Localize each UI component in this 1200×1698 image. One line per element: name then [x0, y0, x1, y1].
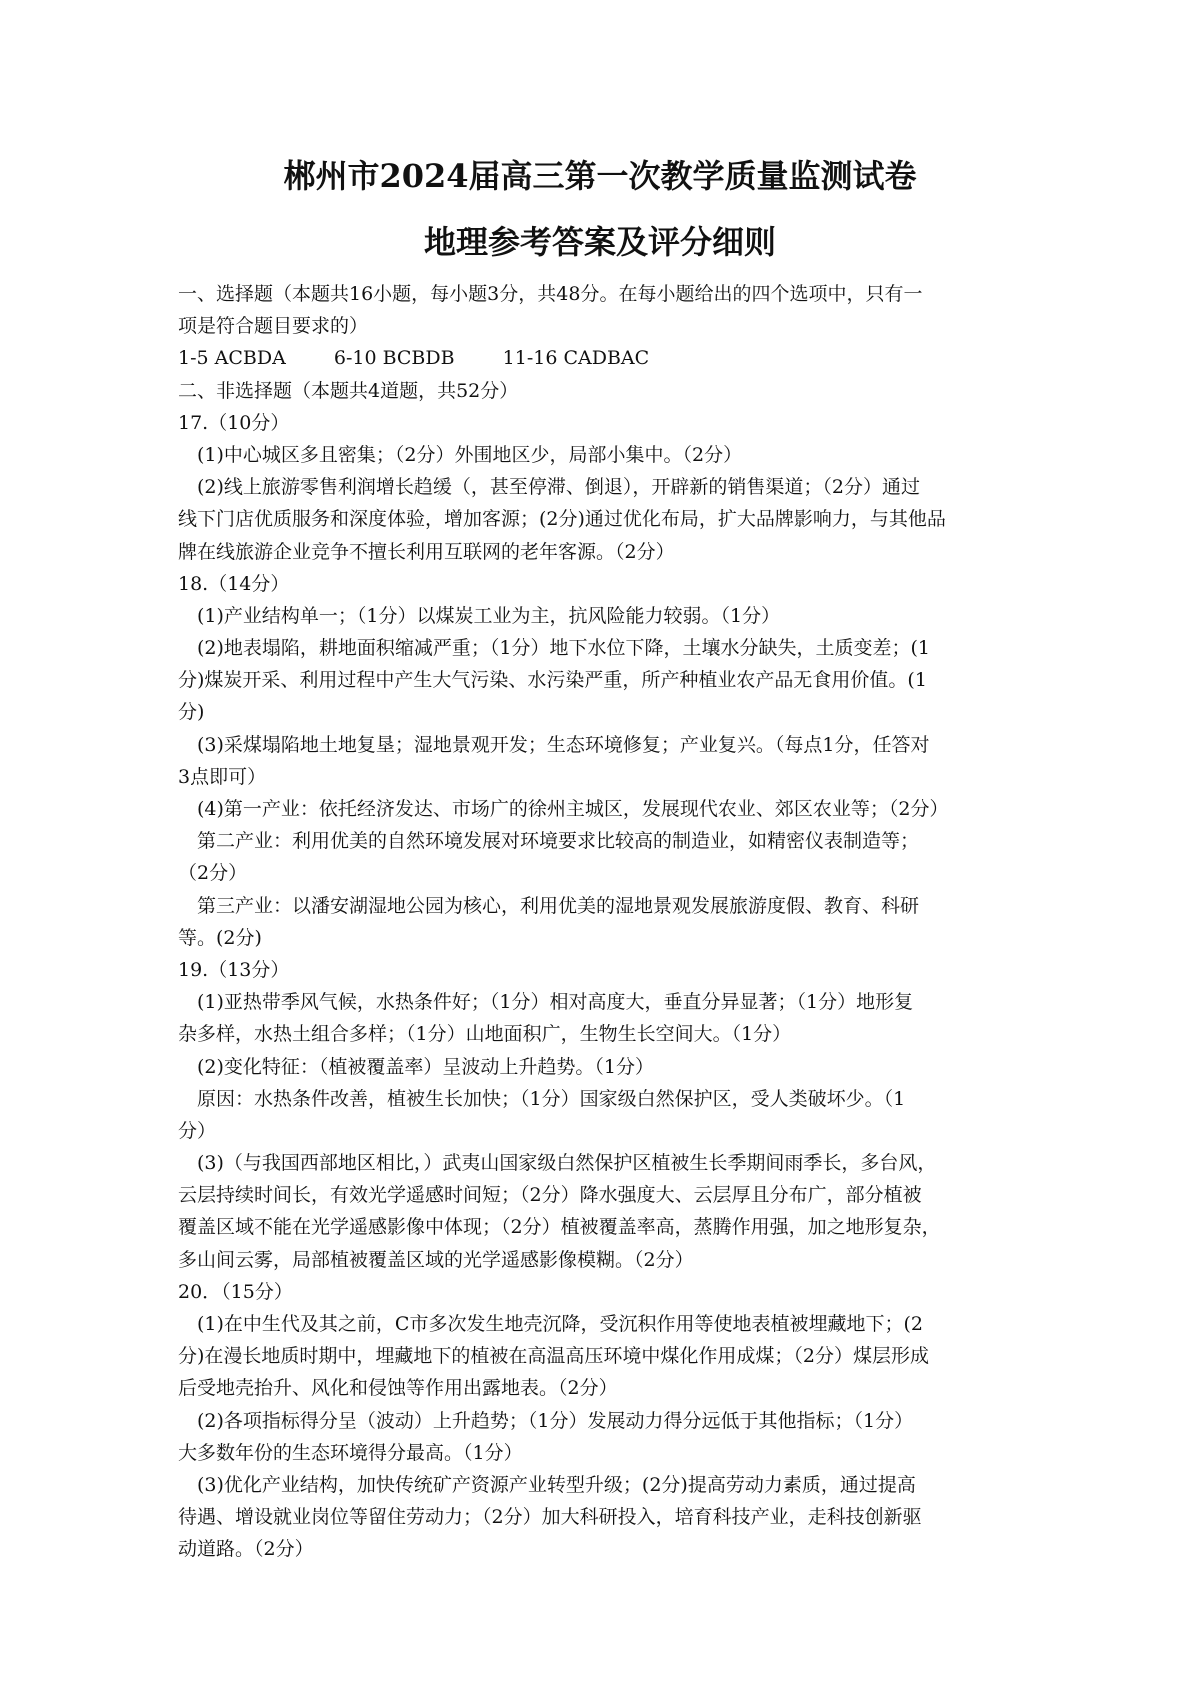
answers-11-16: 11-16 CADBAC	[502, 347, 650, 370]
q20-line: (1)在中生代及其之前，C市多次发生地壳沉降，受沉积作用等使地表植被埋藏地下；(2	[197, 1313, 923, 1335]
q17-line: (1)中心城区多且密集；（2分）外围地区少，局部小集中。（2分）	[197, 443, 743, 466]
q18-line: (3)采煤塌陷地土地复垦；湿地景观开发；生态环境修复；产业复兴。（每点1分，任答对	[197, 733, 930, 756]
q20-line: (2)各项指标得分呈（波动）上升趋势；（1分）发展动力得分远低于其他指标；（1分）	[197, 1409, 914, 1432]
q18-line: 分)	[178, 701, 205, 724]
q18-line: (4)第一产业：依托经济发达、市场广的徐州主城区，发展现代农业、郊区农业等；（2分）	[197, 798, 949, 820]
q19-header: 19.（13分）	[178, 958, 290, 981]
q20-line: 动道路。（2分）	[178, 1538, 314, 1561]
q17-header: 17.（10分）	[178, 411, 290, 434]
q20-line: 大多数年份的生态环境得分最高。（1分）	[178, 1441, 523, 1464]
q18-line: 3点即可）	[178, 765, 267, 788]
q20-line: 后受地壳抬升、风化和侵蚀等作用出露地表。（2分）	[178, 1377, 618, 1400]
q20-header: 20．（15分）	[178, 1280, 293, 1303]
answers-6-10: 6-10 BCBDB	[333, 347, 455, 370]
q19-line: 覆盖区域不能在光学遥感影像中体现；（2分）植被覆盖率高，蒸腾作用强，加之地形复杂，	[178, 1216, 941, 1239]
q19-line: 杂多样，水热土组合多样；（1分）山地面积广，生物生长空间大。（1分）	[178, 1023, 792, 1046]
q17-line: (2)线上旅游零售利润增长趋缓（，甚至停滞、倒退），开辟新的销售渠道；（2分）通过	[197, 476, 921, 499]
q18-line: 第二产业：利用优美的自然环境发展对环境要求比较高的制造业，如精密仪表制造等；	[197, 830, 920, 853]
q19-line: (3)（与我国西部地区相比，）武夷山国家级白然保护区植被生长季期间雨季长，多台风，	[197, 1152, 937, 1175]
document-subtitle: 地理参考答案及评分细则	[423, 223, 776, 261]
q18-line: (2)地表塌陷，耕地面积缩减严重；（1分）地下水位下降，土壤水分缺失，土质变差；(1	[197, 637, 931, 660]
q17-line: 线下门店优质服务和深度体验，增加客源；(2分)通过优化布局，扩大品牌影响力，与其他品	[178, 508, 946, 531]
q18-line: 分)煤炭开采、利用过程中产生大气污染、水污染严重，所产种植业农产品无食用价值。(1	[178, 669, 927, 692]
q20-line: 待遇、增设就业岗位等留住劳动力；（2分）加大科研投入，培育科技产业，走科技创新驱	[178, 1506, 922, 1529]
choice-answers	[178, 342, 1033, 374]
q18-line: (1)产业结构单一；（1分）以煤炭工业为主，抗风险能力较弱。（1分）	[197, 604, 781, 627]
section1-instruction: 一、选择题（本题共16小题，每小题3分，共48分。在每小题给出的四个选项中，只有一	[178, 283, 923, 305]
section1-instruction-cont: 项是符合题目要求的）	[178, 315, 369, 338]
q18-line: （2分）	[178, 862, 248, 885]
section2-header: 二、非选择题（本题共4道题，共52分）	[178, 379, 519, 402]
document-title: 郴州市2024届高三第一次教学质量监测试卷	[283, 157, 917, 195]
q18-line: 第三产业：以潘安湖湿地公园为核心，利用优美的湿地景观发展旅游度假、教育、科研	[197, 894, 920, 917]
q18-header: 18.（14分）	[178, 572, 290, 595]
q19-line: (1)亚热带季风气候，水热条件好；（1分）相对高度大，垂直分异显著；（1分）地形复	[197, 991, 914, 1014]
q19-line: 多山间云雾，局部植被覆盖区域的光学遥感影像模糊。（2分）	[178, 1248, 694, 1271]
answer-content	[178, 278, 1033, 1566]
q19-line: 原因：水热条件改善，植被生长加快；（1分）国家级白然保护区，受人类破坏少。（1	[197, 1087, 906, 1110]
q20-line: 分)在漫长地质时期中，埋藏地下的植被在高温高压环境中煤化作用成煤；（2分）煤层形成	[178, 1345, 930, 1368]
answers-1-5: 1-5 ACBDA	[178, 347, 286, 370]
q18-line: 等。(2分)	[178, 926, 262, 949]
q20-line: (3)优化产业结构，加快传统矿产资源产业转型升级；(2分)提高劳动力素质，通过提高	[197, 1473, 916, 1496]
q17-line: 牌在线旅游企业竞争不擅长利用互联网的老年客源。（2分）	[178, 540, 675, 563]
q19-line: (2)变化特征：（植被覆盖率）呈波动上升趋势。（1分）	[197, 1055, 655, 1078]
q19-line: 分）	[178, 1119, 217, 1142]
q19-line: 云层持续时间长，有效光学遥感时间短；（2分）降水强度大、云层厚且分布广，部分植被	[178, 1184, 922, 1207]
